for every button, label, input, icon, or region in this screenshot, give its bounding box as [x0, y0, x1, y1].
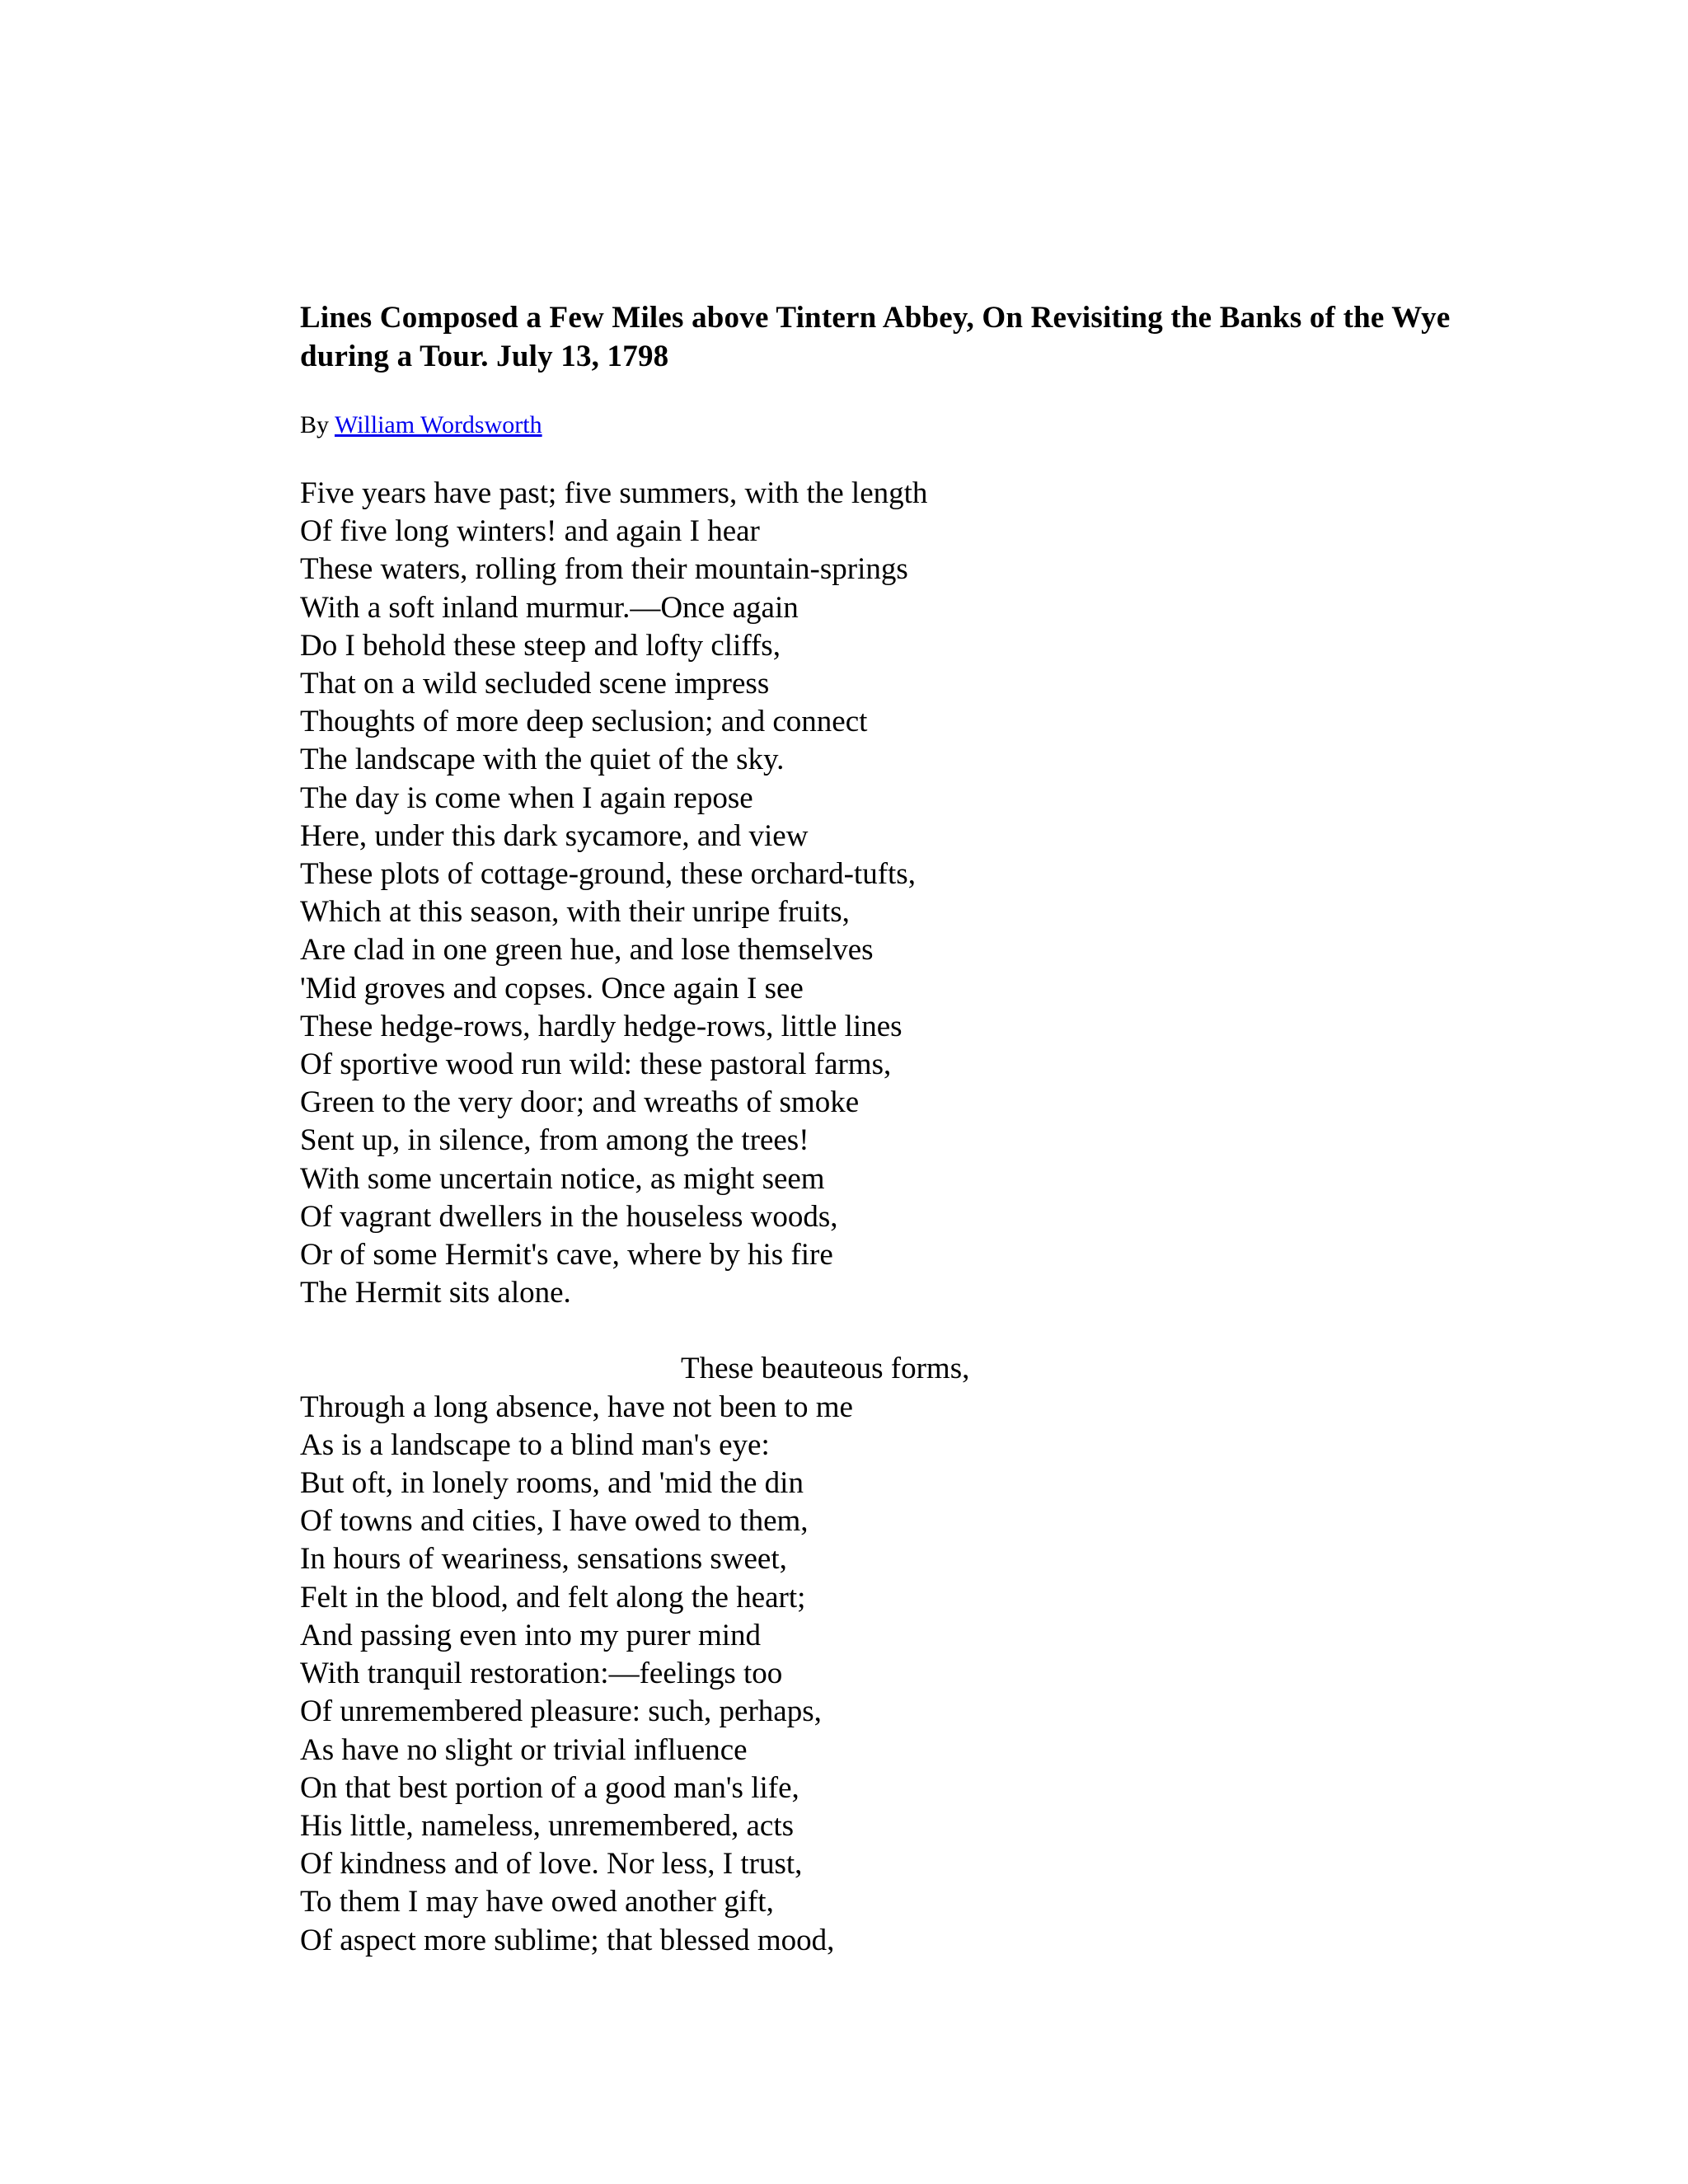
poem-line: These plots of cottage-ground, these orchard-tufts,	[300, 857, 916, 892]
byline-prefix: By	[300, 411, 335, 438]
poem-line: To them I may have owed another gift,	[300, 1885, 774, 1919]
poem-line: With some uncertain notice, as might seem	[300, 1161, 825, 1196]
poem-line: On that best portion of a good man's life,	[300, 1770, 799, 1805]
poem-line: Of towns and cities, I have owed to them,	[300, 1504, 809, 1539]
poem-line: The day is come when I again repose	[300, 780, 753, 815]
poem-line: Thoughts of more deep seclusion; and connect	[300, 705, 868, 739]
poem-line: Felt in the blood, and felt along the heart;	[300, 1580, 806, 1615]
poem-line: With tranquil restoration:—feelings too	[300, 1657, 783, 1691]
poem-line: The landscape with the quiet of the sky.	[300, 743, 785, 777]
poem-line: In hours of weariness, sensations sweet,	[300, 1542, 787, 1577]
poem-line: But oft, in lonely rooms, and 'mid the din	[300, 1466, 804, 1501]
poem-line: Five years have past; five summers, with the length	[300, 476, 928, 510]
poem-line: Are clad in one green hue, and lose themselves	[300, 933, 874, 968]
poem-line: Sent up, in silence, from among the trees!	[300, 1123, 809, 1158]
poem-line: Of vagrant dwellers in the houseless woods,	[300, 1199, 838, 1234]
poem-line: As have no slight or trivial influence	[300, 1732, 748, 1767]
poem-line: Or of some Hermit's cave, where by his fire	[300, 1238, 833, 1272]
byline	[300, 410, 1470, 440]
poem-line: Through a long absence, have not been to me	[300, 1390, 853, 1424]
poem-line: Green to the very door; and wreaths of smoke	[300, 1085, 860, 1120]
poem-title: Lines Composed a Few Miles above Tintern Abbey, On Revisiting the Banks of the Wye during a Tour. July 13, 1798	[300, 301, 1451, 373]
stanza-1	[300, 475, 1470, 1312]
poem-line: Of five long winters! and again I hear	[300, 514, 760, 549]
author-link[interactable]: William Wordsworth	[334, 411, 542, 438]
poem-line: Here, under this dark sycamore, and view	[300, 818, 809, 853]
poem-line: With a soft inland murmur.—Once again	[300, 590, 799, 625]
poem-line: Of sportive wood run wild: these pastoral farms,	[300, 1047, 892, 1082]
poem-line: The Hermit sits alone.	[300, 1276, 571, 1310]
poem-line: 'Mid groves and copses. Once again I see	[300, 971, 804, 1005]
poem-line: Do I behold these steep and lofty cliffs,	[300, 628, 781, 663]
poem-line: And passing even into my purer mind	[300, 1618, 762, 1652]
poem-line: Of kindness and of love. Nor less, I trust,	[300, 1847, 803, 1882]
poem-line: These hedge-rows, hardly hedge-rows, little lines	[300, 1009, 903, 1043]
poem-line: Of unremembered pleasure: such, perhaps,	[300, 1694, 822, 1729]
poem-line: Which at this season, with their unripe fruits,	[300, 895, 850, 930]
poem-line: These waters, rolling from their mountain-springs	[300, 552, 908, 587]
poem-line: Of aspect more sublime; that blessed mood,	[300, 1923, 835, 1957]
poem-line: As is a landscape to a blind man's eye:	[300, 1427, 770, 1462]
document-page	[300, 298, 1470, 1960]
stanza-2	[300, 1350, 1470, 1959]
poem-line: That on a wild secluded scene impress	[300, 667, 770, 701]
poem-line: His little, nameless, unremembered, acts	[300, 1808, 795, 1843]
poem-line-indented: These beauteous forms,	[681, 1352, 970, 1386]
